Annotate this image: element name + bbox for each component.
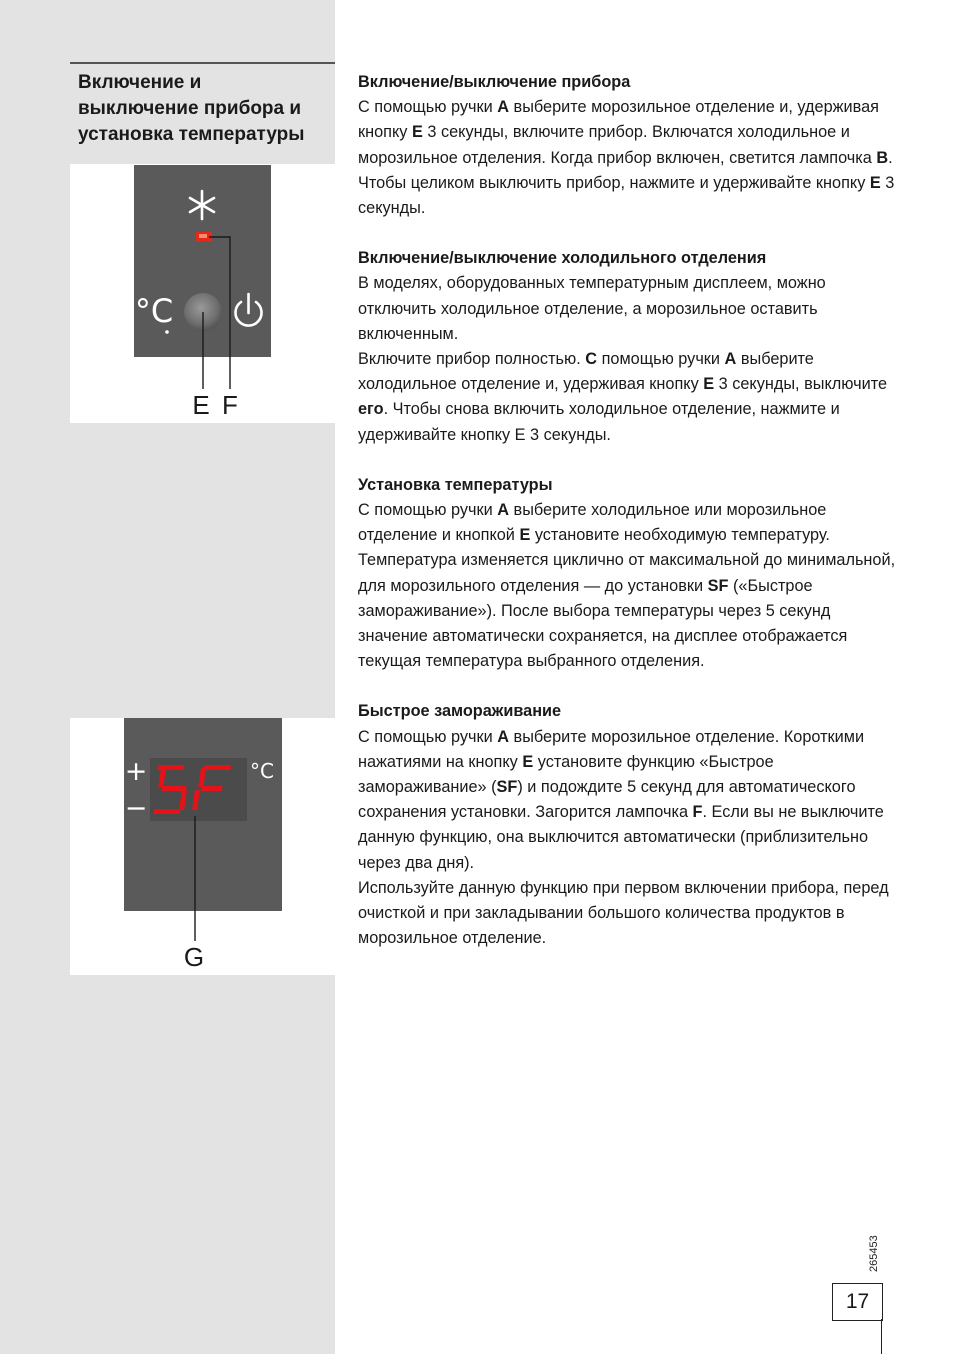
minus-button-label: − — [124, 793, 148, 824]
callout-label-e: E — [192, 390, 210, 420]
document-code: 265453 — [868, 1235, 880, 1272]
section-body-continued: Используйте данную функцию при первом включении прибора, перед очисткой и при закладывании большого количества продуктов в морозильное отделение. — [358, 878, 889, 948]
section-body: С помощью ручки A выберите холодильное или морозильное отделение и кнопкой E установите необходимую температуру. Температура изменяется циклично от максимальной до минимальной, для морозильного отделения — до установки SF («Быстрое замораживание»). После выбора температуры через 5 секунд значение автоматически сохраняется, на дисплее отображается текущая температура выбранного отделения. — [358, 501, 896, 671]
callout-label-g: G — [183, 942, 205, 972]
sidebar-title — [78, 70, 335, 148]
display-panel-illustration — [70, 718, 335, 975]
section-fridge-on-off — [358, 246, 898, 448]
sidebar-title-line: Включение и — [78, 72, 202, 93]
display-panel-figure — [70, 718, 335, 975]
section-body: С помощью ручки A выберите морозильное отделение. Короткими нажатиями на кнопку E установите функцию «Быстрое замораживание» (SF) и подождите 5 секунд для автоматического сохранения установки. Загорится лампочка F. Если вы не выключите данную функцию, она выключится автоматически (приблизительно через два дня). — [358, 727, 884, 872]
sidebar-title-line: выключение прибора и — [78, 98, 302, 119]
callout-label-f: F — [222, 390, 238, 420]
section-body: В моделях, оборудованных температурным дисплеем, можно отключить холодильное отделение, а морозильное оставить включенным. — [358, 274, 826, 343]
page-number: 17 — [832, 1283, 883, 1321]
section-body: С помощью ручки A выберите морозильное отделение и, удерживая кнопку E 3 секунды, включите прибор. Включатся холодильное и морозильное отделения. Когда прибор включен, светится лампочка B. Чтобы целиком выключить прибор, нажмите и удерживайте кнопку E 3 секунды. — [358, 98, 895, 218]
section-body-continued: Включите прибор полностью. С помощью ручки A выберите холодильное отделение и, удерживая кнопку E 3 секунды, выключите его. Чтобы снова включить холодильное отделение, нажмите и удерживайте кнопку Е 3 секунды. — [358, 350, 888, 444]
control-panel-illustration — [70, 164, 335, 423]
section-heading: Включение/выключение холодильного отделения — [358, 249, 767, 268]
section-heading: Включение/выключение прибора — [358, 73, 631, 91]
page-number-tick — [881, 1319, 882, 1354]
section-quick-freeze — [358, 699, 898, 951]
unit-symbol: °C — [250, 759, 274, 783]
main-text-column — [358, 70, 898, 977]
sidebar-title-line: установка температуры — [78, 124, 305, 145]
led-highlight — [199, 234, 207, 238]
section-power-on-off — [358, 70, 898, 221]
control-panel-figure — [70, 164, 335, 423]
sidebar-rule — [70, 62, 335, 64]
section-heading: Установка температуры — [358, 475, 553, 494]
temperature-dot — [165, 330, 169, 334]
section-temperature-setting — [358, 473, 898, 675]
plus-button-label: + — [124, 756, 148, 787]
section-heading: Быстрое замораживание — [358, 702, 562, 721]
temperature-symbol: °C — [134, 292, 174, 330]
